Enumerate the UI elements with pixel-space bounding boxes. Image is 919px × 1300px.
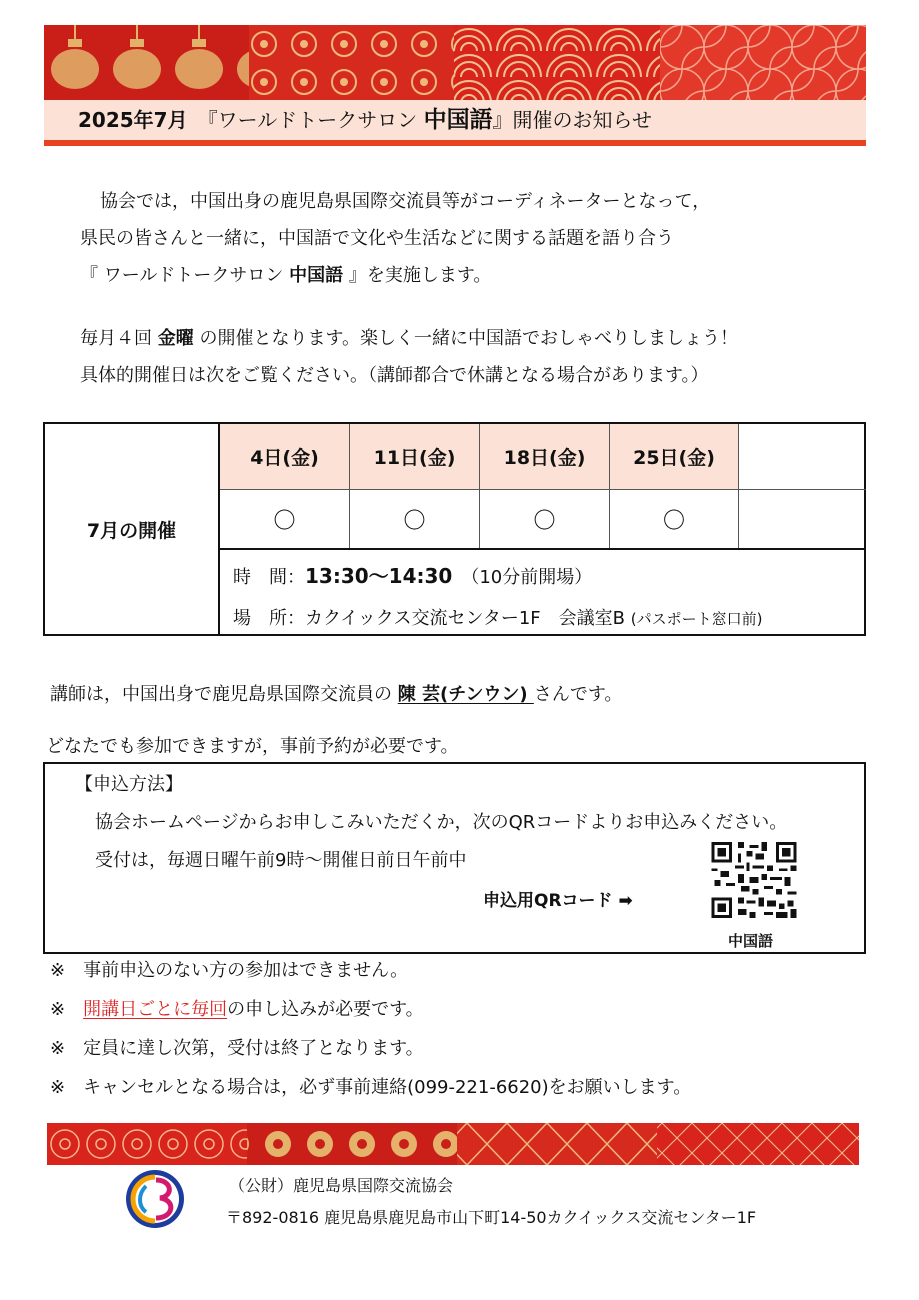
date-cell-3: 18日(金) (480, 424, 609, 489)
mark-cell-3: 〇 (533, 508, 556, 534)
footer-organization: （公財）鹿児島県国際交流協会 (229, 1176, 454, 1195)
frequency-line-1: 毎月４回 金曜 の開催となります。楽しく一緒に中国語でおしゃべりしましょう！ (80, 328, 739, 349)
bottom-pattern-banner (47, 1123, 859, 1165)
apply-line-1: 協会ホームページからお申しこみいただくか，次のQRコードよりお申込みください。 (95, 812, 788, 833)
apply-line-2: 受付は，毎週日曜午前9時〜開催日前日午前中 (95, 850, 467, 871)
qr-caption: 中国語 (728, 932, 774, 950)
place-row: 場 所：カクイックス交流センター1F 会議室B (パスポート窓口前) (233, 608, 763, 629)
reservation-note: どなたでも参加できますが，事前予約が必要です。 (46, 736, 459, 757)
note-emphasis: 開講日ごとに毎回 (83, 999, 228, 1020)
schedule-table (43, 422, 866, 636)
mark-cell-1: 〇 (273, 508, 296, 534)
note-3: ※ 定員に達し次第，受付は終了となります。 (50, 1038, 424, 1059)
lecturer-name: 陳 芸(チンウン) (397, 684, 534, 705)
intro-line-3: 『 ワールドトークサロン 中国語 』を実施します。 (80, 265, 492, 286)
intro-line-1: 協会では，中国出身の鹿児島県国際交流員等がコーディネーターとなって， (100, 191, 711, 212)
title-open: 『ワールドトークサロン (207, 108, 424, 132)
time-row: 時 間：13:30〜14:30 （10分前開場） (233, 564, 593, 588)
note-2: ※ 開講日ごとに毎回の申し込みが必要です。 (50, 999, 424, 1020)
note-4: ※ キャンセルとなる場合は，必ず事前連絡(099-221-6620)をお願いします。 (50, 1077, 692, 1098)
qr-label: 申込用QRコード ➡ (483, 891, 633, 911)
title-language: 中国語 (423, 107, 493, 133)
date-cell-1: 4日(金) (220, 424, 349, 489)
date-cell-4: 25日(金) (610, 424, 738, 489)
mark-cell-4: 〇 (662, 508, 685, 534)
top-pattern-banner (44, 25, 866, 101)
schedule-month-label: 7月の開催 (45, 424, 220, 634)
organization-logo (124, 1168, 186, 1230)
intro-paragraph (80, 183, 710, 294)
title-underline (44, 140, 866, 146)
frequency-paragraph (80, 320, 738, 394)
mark-cell-2: 〇 (403, 508, 426, 534)
frequency-line-2: 具体的開催日は次をご覧ください。（講師都合で休講となる場合があります。） (80, 365, 709, 386)
date-cell-2: 11日(金) (350, 424, 479, 489)
qr-code-icon[interactable] (711, 842, 797, 918)
application-box (43, 762, 866, 954)
apply-heading: 【申込方法】 (75, 774, 183, 795)
title-rest: 』開催のお知らせ (492, 108, 652, 132)
date-cell-5 (739, 424, 864, 489)
mark-cell-5 (739, 490, 864, 548)
title-year-month: 2025年7月 (78, 108, 188, 132)
page-title (78, 104, 652, 136)
intro-line-2: 県民の皆さんと一緒に，中国語で文化や生活などに関する話題を語り合う (80, 228, 674, 249)
lecturer-line: 講師は，中国出身で鹿児島県国際交流員の 陳 芸(チンウン) さんです。 (50, 684, 623, 705)
note-1: ※ 事前申込のない方の参加はできません。 (50, 960, 409, 981)
footer-address: 〒892-0816 鹿児島県鹿児島市山下町14-50カクイックス交流センター1F (226, 1208, 757, 1227)
